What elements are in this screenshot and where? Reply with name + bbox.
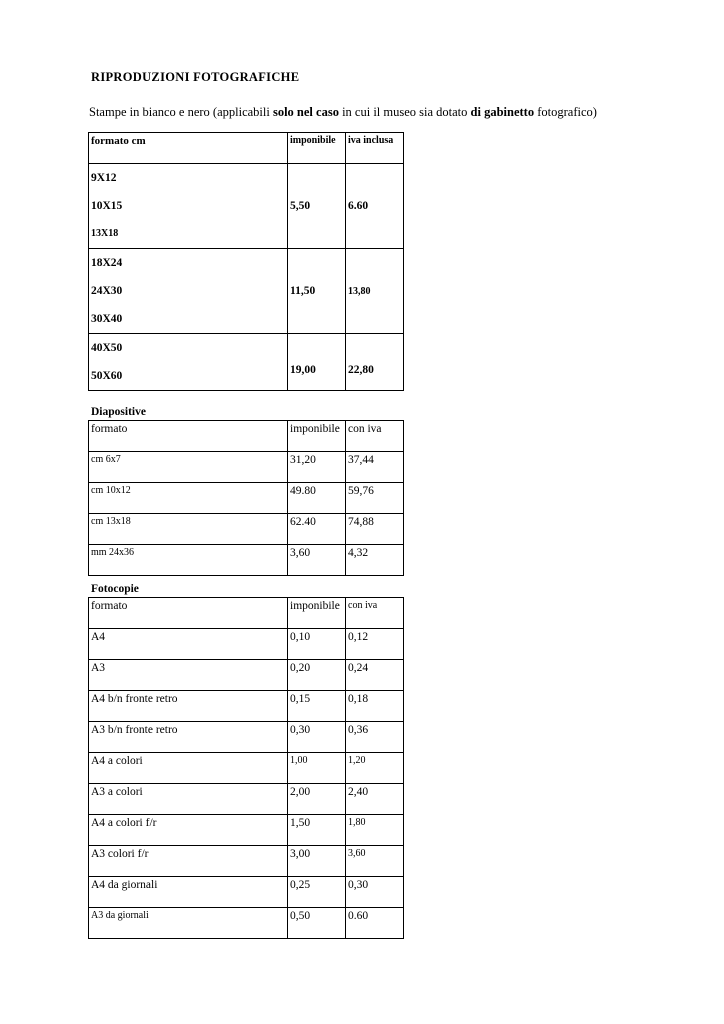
iva-cell: 3,60 xyxy=(346,846,404,877)
table-row xyxy=(89,691,404,722)
formato-cell: mm 24x36 xyxy=(89,545,288,576)
formato-cell: A4 xyxy=(89,629,288,660)
imponibile-cell: 3,00 xyxy=(288,846,346,877)
size-cell: 24X30 xyxy=(91,285,123,297)
formato-cell: A4 da giornali xyxy=(89,877,288,908)
imponibile-cell: 31,20 xyxy=(288,452,346,483)
table-row xyxy=(89,815,404,846)
formato-cell: cm 6x7 xyxy=(89,452,288,483)
formato-cell: cm 13x18 xyxy=(89,514,288,545)
iva-cell: 13,80 xyxy=(346,249,404,334)
imponibile-cell: 2,00 xyxy=(288,784,346,815)
table-row xyxy=(89,483,404,514)
table-row xyxy=(89,660,404,691)
diapositive-label: Diapositive xyxy=(91,406,146,418)
table-row xyxy=(89,846,404,877)
imponibile-cell: 0,50 xyxy=(288,908,346,939)
formato-cell: A4 b/n fronte retro xyxy=(89,691,288,722)
imponibile-cell: 0,25 xyxy=(288,877,346,908)
iva-cell: 0.60 xyxy=(346,908,404,939)
imponibile-cell: 0,30 xyxy=(288,722,346,753)
iva-cell: 6.60 xyxy=(346,164,404,249)
table-row xyxy=(89,545,404,576)
fotocopie-label: Fotocopie xyxy=(91,583,139,595)
table-row xyxy=(89,629,404,660)
header-formato: formato cm xyxy=(89,133,288,164)
size-cell: 10X15 xyxy=(91,200,123,212)
header-con-iva: con iva xyxy=(346,598,404,629)
page-title: RIPRODUZIONI FOTOGRAFICHE xyxy=(91,70,300,84)
table-row xyxy=(89,452,404,483)
iva-cell: 0,12 xyxy=(346,629,404,660)
iva-cell: 0,36 xyxy=(346,722,404,753)
table-row xyxy=(89,164,404,249)
fotocopie-table xyxy=(88,597,404,939)
iva-cell: 37,44 xyxy=(346,452,404,483)
size-cell: 18X24 xyxy=(91,257,123,269)
iva-cell: 22,80 xyxy=(346,334,404,391)
intro-part-3: fotografico) xyxy=(534,105,597,119)
imponibile-cell: 11,50 xyxy=(288,249,346,334)
imponibile-cell: 1,00 xyxy=(288,753,346,784)
header-imponibile: imponibile xyxy=(288,133,346,164)
imponibile-cell: 19,00 xyxy=(288,334,346,391)
table-header-row xyxy=(89,421,404,452)
formato-cell: A3 a colori xyxy=(89,784,288,815)
imponibile-cell: 3,60 xyxy=(288,545,346,576)
iva-cell: 0,18 xyxy=(346,691,404,722)
iva-cell: 4,32 xyxy=(346,545,404,576)
imponibile-cell: 0,10 xyxy=(288,629,346,660)
formato-cell: A4 a colori xyxy=(89,753,288,784)
intro-text xyxy=(89,104,609,120)
diapositive-table xyxy=(88,420,404,576)
imponibile-cell: 1,50 xyxy=(288,815,346,846)
table-row xyxy=(89,908,404,939)
table-header-row xyxy=(89,133,404,164)
iva-cell: 1,80 xyxy=(346,815,404,846)
imponibile-cell: 49.80 xyxy=(288,483,346,514)
size-cell: 30X40 xyxy=(91,313,123,325)
table-row xyxy=(89,877,404,908)
table-row xyxy=(89,753,404,784)
iva-cell: 1,20 xyxy=(346,753,404,784)
stampe-table xyxy=(88,132,404,391)
size-cell: 9X12 xyxy=(91,172,117,184)
header-imponibile: imponibile xyxy=(288,598,346,629)
header-iva: iva inclusa xyxy=(346,133,404,164)
imponibile-cell: 0,20 xyxy=(288,660,346,691)
intro-bold-1: solo nel caso xyxy=(272,105,339,119)
iva-cell: 74,88 xyxy=(346,514,404,545)
formato-cell: A3 xyxy=(89,660,288,691)
size-cell: 13X18 xyxy=(91,228,119,239)
intro-bold-2: di gabinetto xyxy=(470,105,535,119)
imponibile-cell: 0,15 xyxy=(288,691,346,722)
iva-cell: 2,40 xyxy=(346,784,404,815)
formato-cell: A3 b/n fronte retro xyxy=(89,722,288,753)
iva-cell: 0,30 xyxy=(346,877,404,908)
intro-part-1: Stampe in bianco e nero (applicabili xyxy=(89,105,273,119)
iva-cell: 0,24 xyxy=(346,660,404,691)
formato-cell: A4 a colori f/r xyxy=(89,815,288,846)
size-cell: 40X50 xyxy=(91,342,123,354)
header-formato: formato xyxy=(89,421,288,452)
imponibile-cell: 62.40 xyxy=(288,514,346,545)
header-imponibile: imponibile xyxy=(288,421,346,452)
table-row xyxy=(89,514,404,545)
imponibile-cell: 5,50 xyxy=(288,164,346,249)
table-row xyxy=(89,722,404,753)
table-row xyxy=(89,334,404,391)
size-cell: 50X60 xyxy=(91,370,123,382)
formato-cell: A3 da giornali xyxy=(89,908,288,939)
table-row xyxy=(89,784,404,815)
table-header-row xyxy=(89,598,404,629)
formato-cell: cm 10x12 xyxy=(89,483,288,514)
formato-cell: A3 colori f/r xyxy=(89,846,288,877)
header-con-iva: con iva xyxy=(346,421,404,452)
header-formato: formato xyxy=(89,598,288,629)
intro-part-2: in cui il museo sia dotato xyxy=(338,105,471,119)
table-row xyxy=(89,249,404,334)
iva-cell: 59,76 xyxy=(346,483,404,514)
